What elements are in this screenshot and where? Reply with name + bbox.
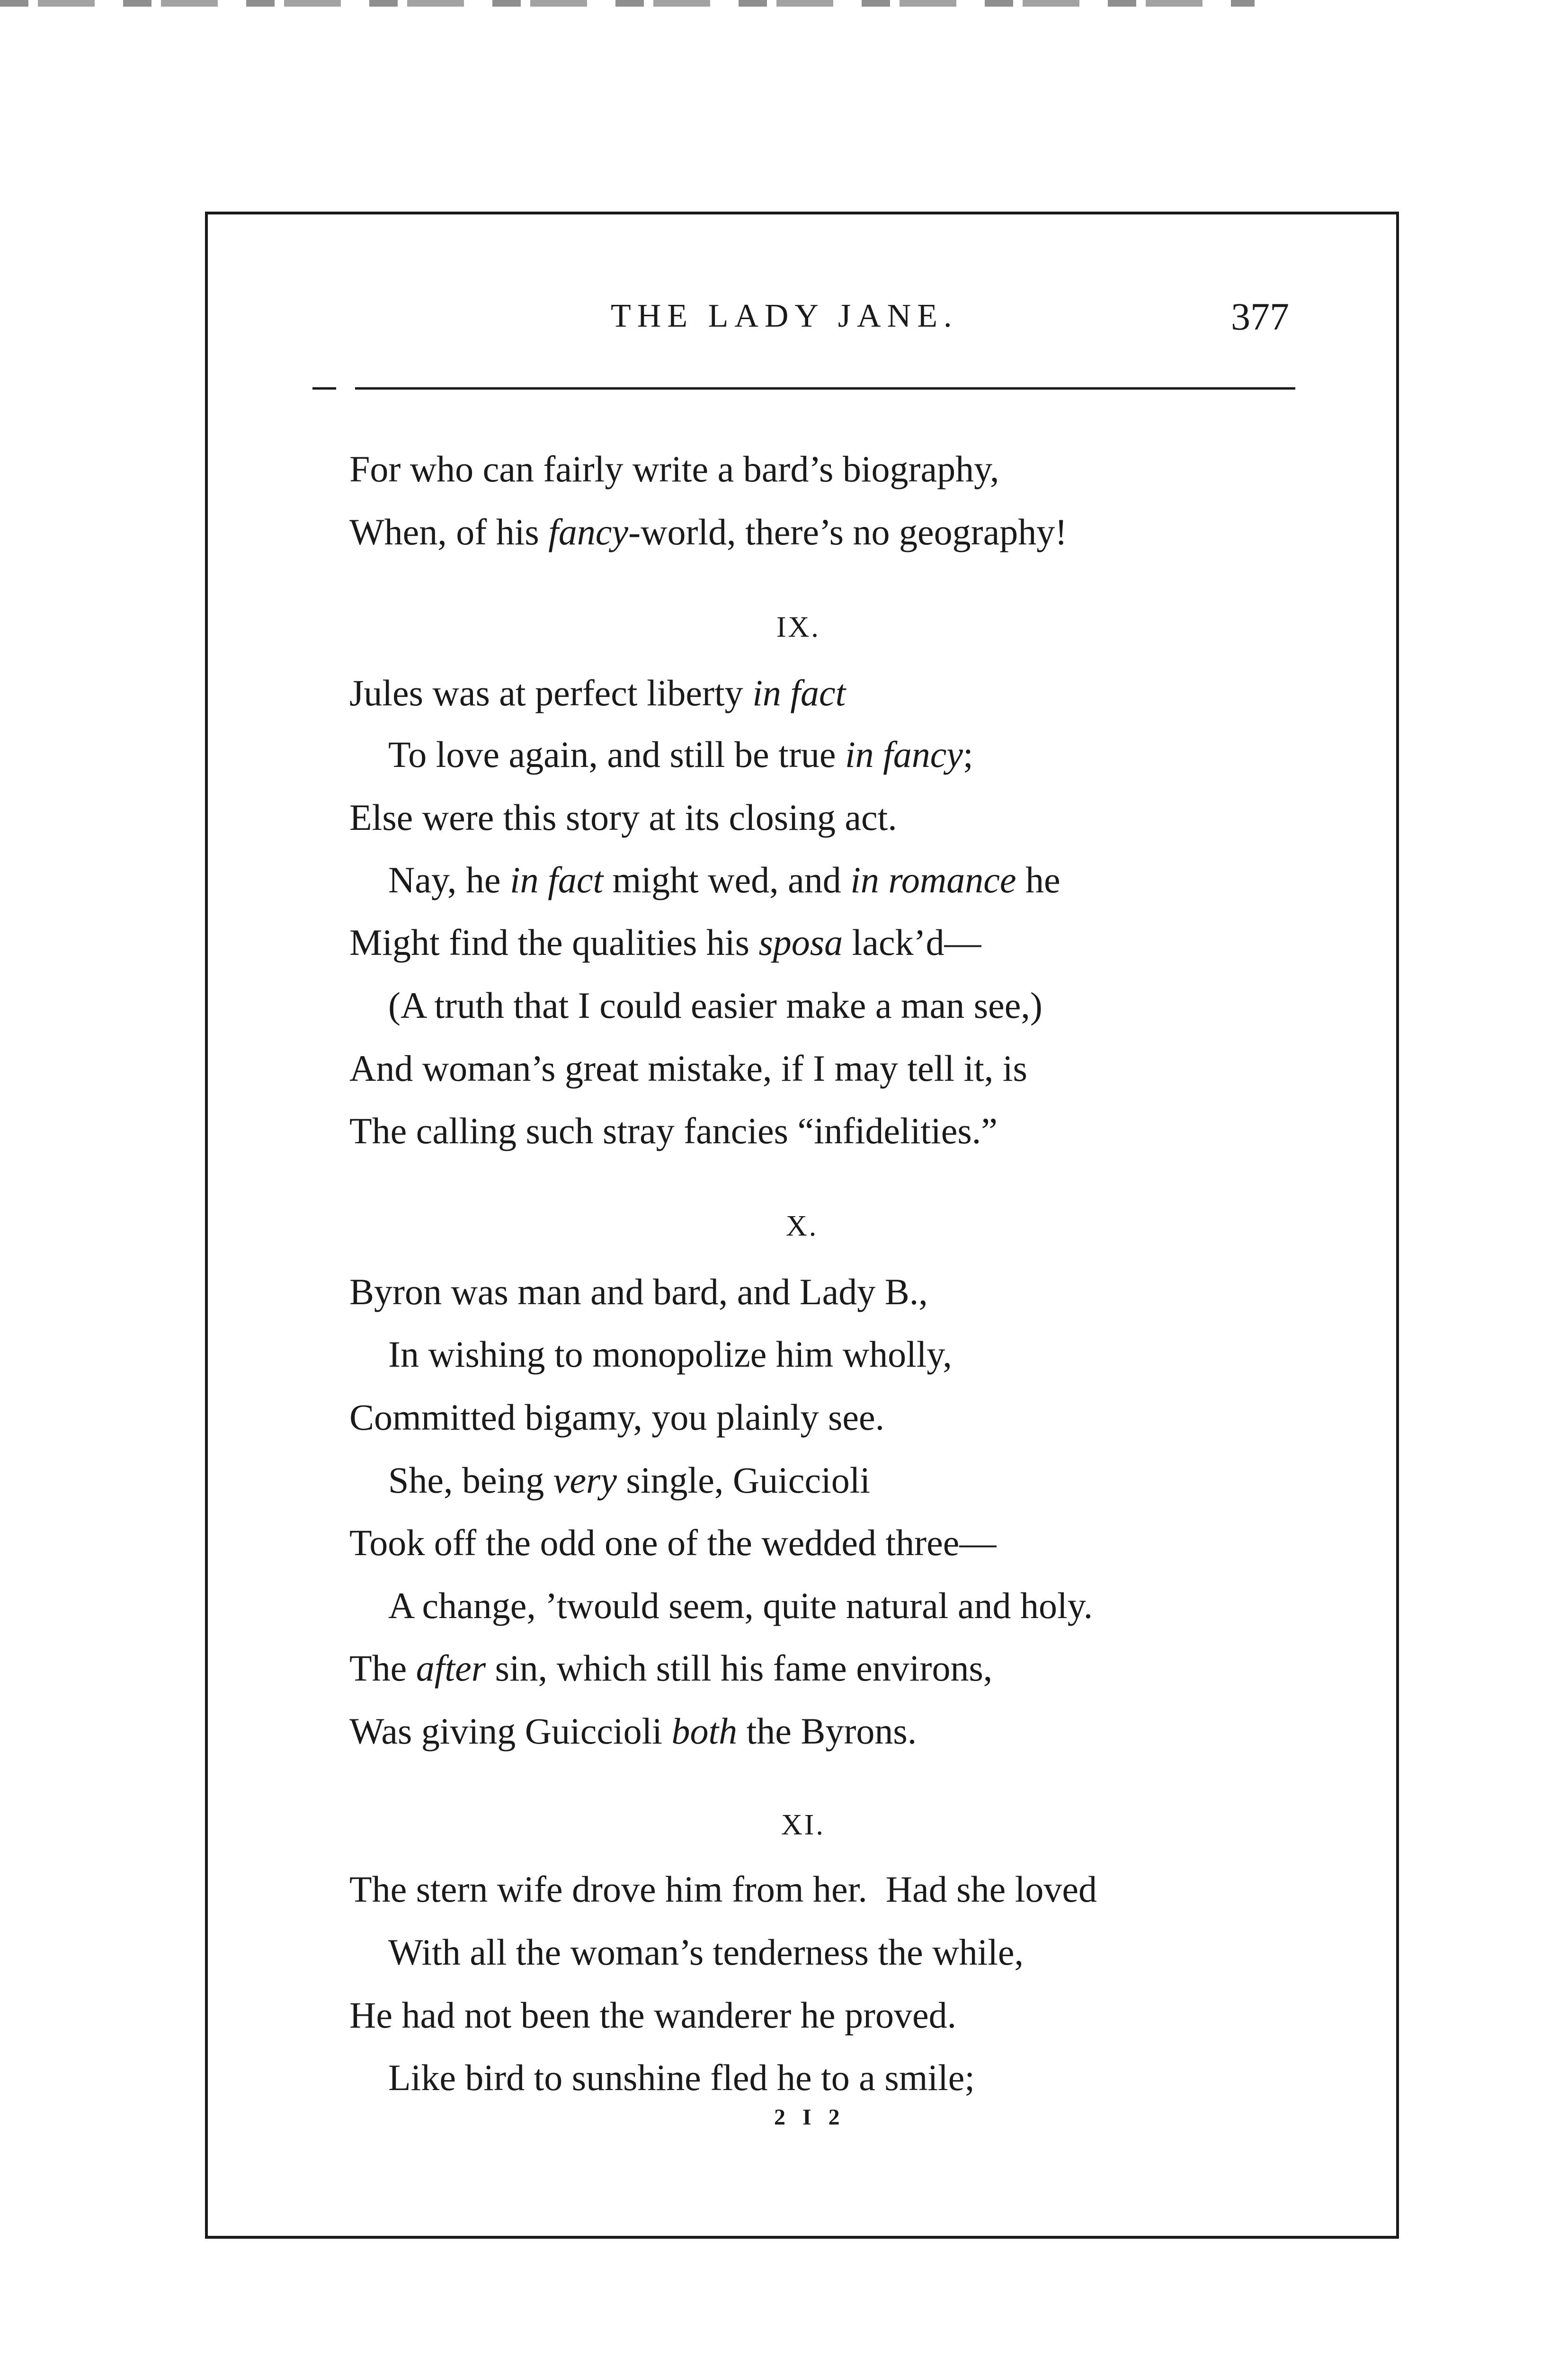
verse-text: She, being [388, 1459, 553, 1501]
verse-line [349, 672, 846, 713]
verse-line [388, 2059, 975, 2096]
verse-line [349, 799, 897, 836]
running-head: THE LADY JANE. [611, 298, 958, 334]
verse-line [388, 859, 1060, 900]
verse-text: Took off the odd one of the wedded three— [349, 1522, 997, 1563]
verse-text: When, of his [349, 511, 549, 552]
verse-line [349, 511, 1068, 552]
verse-text: Might find the qualities his [349, 922, 759, 963]
verse-line [349, 1399, 884, 1436]
verse-text: he [1016, 859, 1060, 900]
verse-italic: in fancy [845, 734, 963, 775]
verse-text: For who can fairly write a bard’s biography, [349, 448, 999, 489]
verse-line [388, 987, 1042, 1024]
verse-text: Like bird to sunshine fled he to a smile; [388, 2057, 975, 2098]
verse-line [349, 448, 999, 489]
verse-line [349, 1273, 928, 1310]
stanza-heading-ix: IX. [776, 611, 820, 643]
verse-text: Else were this story at its closing act. [349, 797, 897, 838]
verse-text: With all the woman’s tenderness the while, [388, 1931, 1024, 1973]
verse-text: The [349, 1647, 416, 1689]
verse-line [349, 1524, 996, 1561]
verse-text: Nay, he [388, 859, 510, 900]
verse-text: A change, ’twould seem, quite natural and holy. [388, 1585, 1093, 1626]
verse-text: lack’d— [843, 922, 981, 963]
verse-line [349, 1050, 1027, 1087]
verse-line [388, 1336, 952, 1373]
verse-text: Jules was at perfect liberty [349, 672, 753, 713]
verse-italic: in romance [850, 859, 1016, 900]
verse-text: To love again, and still be true [388, 734, 845, 775]
verse-italic: sposa [758, 922, 843, 963]
verse-text: Was giving Guiccioli [349, 1710, 672, 1752]
verse-line [388, 1587, 1093, 1624]
verse-text: single, Guiccioli [617, 1459, 871, 1501]
header-rule [312, 387, 1295, 390]
verse-text: Committed bigamy, you plainly see. [349, 1397, 885, 1438]
stanza-heading-xi: XI. [781, 1809, 825, 1841]
verse-italic: both [671, 1710, 738, 1752]
signature-mark: 2 I 2 [774, 2105, 846, 2130]
verse-text: might wed, and [603, 859, 851, 900]
verse-line [349, 1112, 998, 1149]
verse-line [349, 1647, 993, 1689]
page-number: 377 [1231, 295, 1289, 338]
verse-line [388, 736, 973, 773]
verse-text: the Byrons. [737, 1710, 917, 1752]
verse-line [349, 1994, 957, 2036]
verse-line [349, 924, 981, 961]
verse-text: In wishing to monopolize him wholly, [388, 1334, 952, 1375]
verse-line [388, 1459, 871, 1501]
verse-line [349, 1871, 1097, 1908]
verse-line [388, 1931, 1024, 1973]
verse-text: The stern wife drove him from her. Had she loved [349, 1869, 1097, 1910]
verse-text: He had not been the wanderer he proved. [349, 1994, 957, 2036]
verse-italic: fancy [548, 511, 629, 552]
verse-text: sin, which still his fame environs, [486, 1647, 993, 1689]
verse-line [349, 1710, 917, 1752]
verse-italic: in fact [752, 672, 846, 713]
verse-text: Byron was man and bard, and Lady B., [349, 1271, 928, 1312]
verse-italic: after [416, 1647, 486, 1689]
verse-text: And woman’s great mistake, if I may tell it, is [349, 1048, 1027, 1089]
stanza-heading-x: X. [786, 1210, 819, 1242]
verse-text: ; [963, 734, 973, 775]
verse-text: -world, there’s no geography! [628, 511, 1068, 552]
verse-text: (A truth that I could easier make a man see,) [388, 985, 1042, 1026]
verse-italic: very [553, 1459, 617, 1501]
verse-italic: in fact [510, 859, 604, 900]
verse-text: The calling such stray fancies “infidelities.” [349, 1110, 998, 1151]
scan-edge-marks [0, 0, 1255, 7]
